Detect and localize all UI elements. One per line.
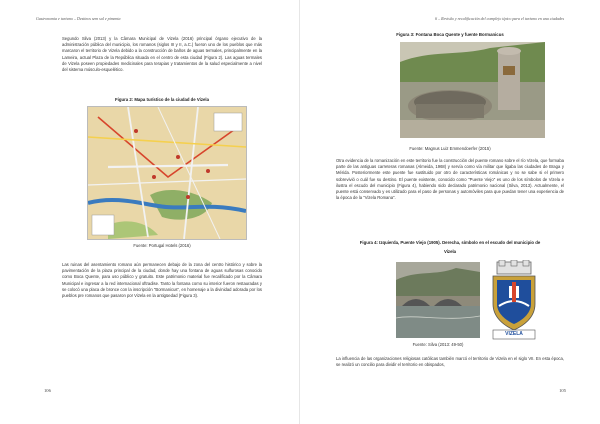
vizela-coat-of-arms: [487, 260, 541, 340]
right-paragraph-2: La influencia de las organizaciones religiosas católicas también marcó el territorio de Vizela en el siglo VII. En esta época, se realizó un concilio para dividir el territorio en obispados,: [336, 356, 564, 368]
figure-4-caption-line-1: Figura 4: Izquierda, Puente Viejo (1905). Derecha, símbolo en el escudo del municipio de: [359, 240, 541, 245]
left-paragraph-1: Segundo Silva (2013) y la Câmara Municipal de Vizela (2016) principal órgano ejecutivo de la administración pública del municipio, los romanos (siglos III y II, a.C.) fueron uno de los pueblos que más marcaron el territorio de Vizela debido a la construcción de baños de aguas termales, principalmente en la Lameira, actual Plaza de la República situada en el centro de esta ciudad (Figura 2). Las aguas termales de Vizela poseen propiedades medicinales para terapias y tratamientos de la salud especialmente a nivel del sistema músculo-esquelético.: [62, 36, 262, 73]
figure-2-caption: Figura 2: Mapa turístico de la ciudad de Vizela: [115, 97, 209, 102]
old-bridge-photo: [396, 262, 480, 338]
figure-3-caption: Figura 3: Fontana Boca Quente y fuente Bormanicus: [396, 32, 504, 37]
right-running-head: 6 – Revisão y recalificación del complejo típico para el turismo en una ciudades: [435, 16, 564, 21]
figure-2-source: Fuente: Portugal Hotels (2016): [133, 243, 191, 248]
right-page: [300, 0, 600, 424]
left-running-head: Gastronomia e turismo – Destinos sem sal e pimenta: [36, 16, 121, 21]
right-page-number: 105: [559, 388, 566, 393]
figure-3-source: Fuente: Magnus Luiz Emmendoerfer (2015): [409, 146, 491, 151]
figure-4-caption-line-2: Vizela: [443, 249, 457, 254]
vizela-tourist-map: [87, 106, 247, 240]
fountain-photo: [400, 42, 545, 138]
figure-4-source: Fuente: Silva (2013: 49-50): [412, 342, 464, 347]
left-page-number: 106: [44, 388, 51, 393]
right-paragraph-1: Otra evidencia de la romanización en este territorio fue la construcción del puente romano sobre el río Vizela, que formaba parte de las antiguas carreteras romanas (Almeida, 1968) y servía como vía militar que ligaba las ciudades de Braga y Mérida. Posteriormente este puente fue sustituido por otro de características románicas y no se sabe si el primero sobrevivió o cuál fue su destino. El puente existente, conocido como "Puente Viejo" es uno de los símbolos de Vizela e ilustra el escudo del municipio (Figura 4), habiendo sido declarado patrimonio nacional (Silva, 2013). Actualmente, el puente está conservado y es utilizado para el paso de personas y automóviles para que puedan tener una experiencia de la época de la "Vizela Romana".: [336, 158, 564, 201]
crest-label: VIZELA: [505, 331, 523, 337]
left-paragraph-2: Las ruinas del asentamiento romano aún permanecen debajo de la zona del centro histórico y sobre la pavimentación de la plaza principal de la ciudad, donde hay una fontana de aguas sulfurosas conocido como Boca Quente, para uso público y gratuito. Este patrimonio material fue recalificado por la Câmara Municipal e ingresar a la red internacional oftradise. Tanto la fontana como su interior fueron restauradas y se colocó una placa de bronce con la inscripción "Bormanicus", en homenaje a la divinidad adorada por los pueblos pre romanos que pasaron por Vizela en la antigüedad (Figura 3).: [62, 262, 262, 299]
